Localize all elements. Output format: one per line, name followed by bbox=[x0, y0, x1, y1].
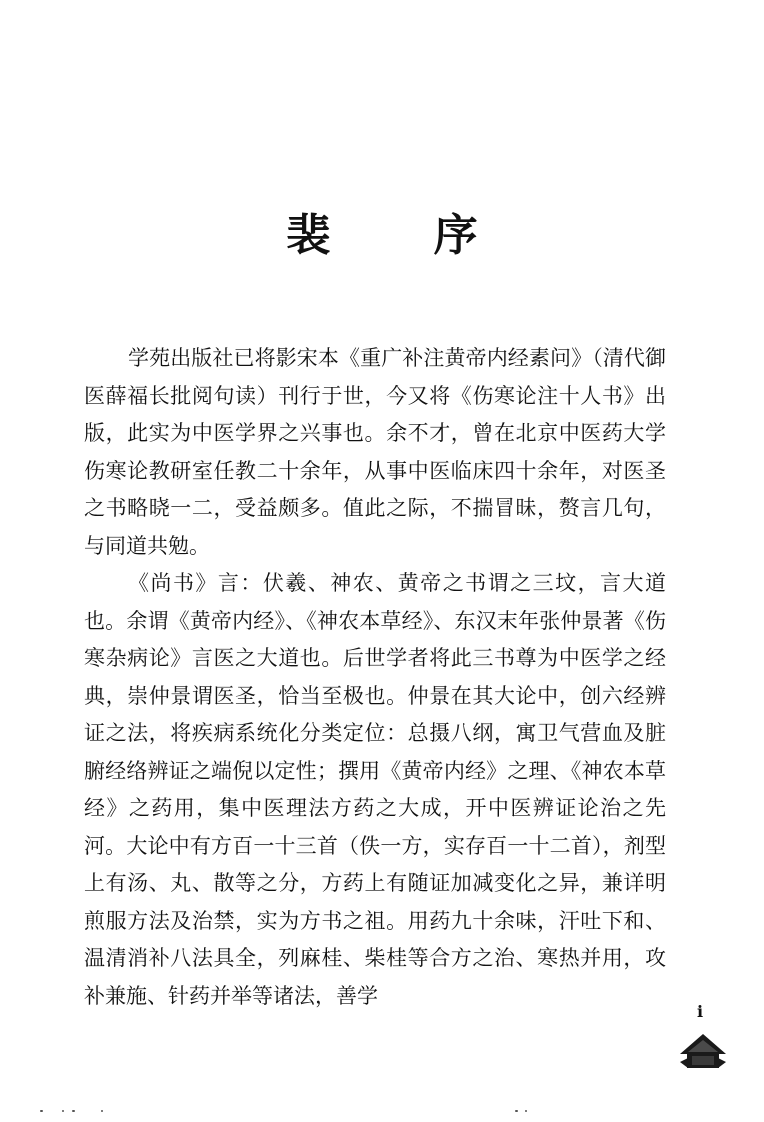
page-title: 裴 序 bbox=[286, 210, 522, 261]
scan-speck bbox=[515, 1110, 518, 1112]
house-emblem-icon bbox=[678, 1032, 728, 1072]
page-number: i bbox=[697, 1002, 704, 1021]
paragraph-2: 《尚书》言：伏羲、神农、黄帝之书谓之三坟，言大道也。余谓《黄帝内经》、《神农本草经》、东汉末年张仲景著《伤寒杂病论》言医之大道也。后世学者将此三书尊为中医学之经典，崇仲景谓医圣，恰当至极也。仲景在其大论中，创六经辨证之法，将疾病系统化分类定位：总摄八纲，寓卫气营血及脏腑经络辨证之端倪以定性；撰用《黄帝内经》之理、《神农本草经》之药用，集中医理法方药之大成，开中医辨证论治之先河。大论中有方百一十三首（佚一方，实存百一十二首），剂型上有汤、丸、散等之分，方药上有随证加减变化之异，兼详明煎服方法及治禁，实为方书之祖。用药九十余味，汗吐下和、温清消补八法具全，列麻桂、柴桂等合方之治、寒热并用，攻补兼施、针药并举等诸法，善学 bbox=[84, 571, 666, 1008]
paragraph-1: 学苑出版社已将影宋本《重广补注黄帝内经素问》（清代御医薛福长批阅句读）刊行于世，今又将《伤寒论注十人书》出版，此实为中医学界之兴事也。余不才，曾在北京中医药大学伤寒论教研室任教二十余年，从事中医临床四十余年，对医圣之书略晓一二，受益颇多。值此之际，不揣冒昧，赘言几句，与同道共勉。 bbox=[84, 346, 666, 558]
scan-speck bbox=[525, 1110, 527, 1112]
preface-body bbox=[84, 340, 666, 1015]
scan-speck bbox=[72, 1110, 75, 1112]
scan-speck bbox=[62, 1110, 64, 1112]
scan-speck bbox=[40, 1110, 43, 1112]
scan-speck bbox=[101, 1110, 103, 1112]
